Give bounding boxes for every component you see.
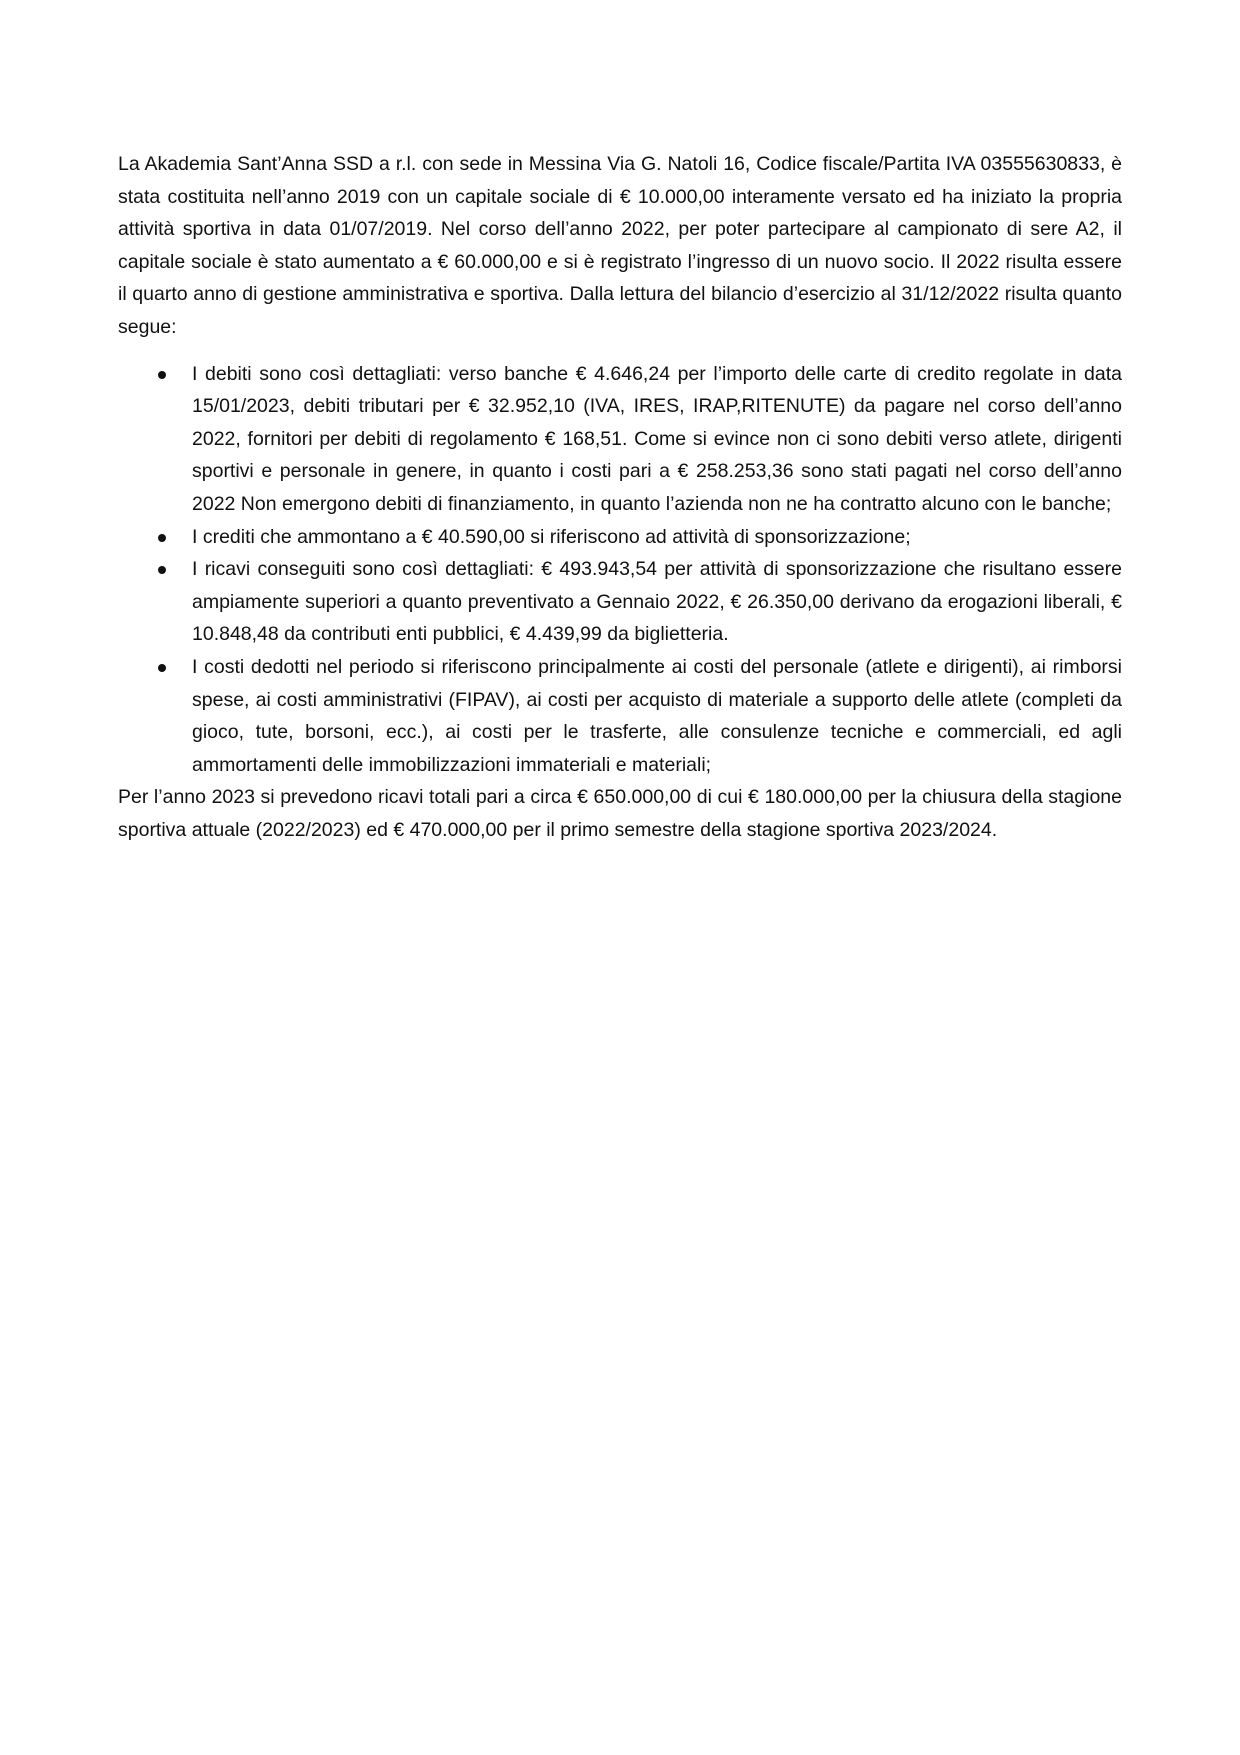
bullet-text: I crediti che ammontano a € 40.590,00 si riferiscono ad attività di sponsorizzazione; bbox=[192, 525, 911, 548]
bullet-dot-icon bbox=[158, 371, 166, 379]
document-page bbox=[118, 148, 1122, 846]
bullet-dot-icon bbox=[158, 534, 166, 542]
bullet-text: I costi dedotti nel periodo si riferiscono principalmente ai costi del personale (atlete e dirigenti), ai rimborsi spese, ai costi amministrativi (FIPAV), ai costi per acquisto di materiale a supporto delle atlete (completi da gioco, tute, borsoni, ecc.), ai costi per le trasferte, alle consulenze tecniche e commerciali, ed agli ammortamenti delle immobilizzazioni immateriali e materiali; bbox=[192, 655, 1122, 776]
intro-paragraph: La Akademia Sant’Anna SSD a r.l. con sede in Messina Via G. Natoli 16, Codice fiscale/Partita IVA 03555630833, è stata costituita nell’anno 2019 con un capitale sociale di € 10.000,00 interamente versato ed ha iniziato la propria attività sportiva in data 01/07/2019. Nel corso dell’anno 2022, per poter partecipare al campionato di sere A2, il capitale sociale è stato aumentato a € 60.000,00 e si è registrato l’ingresso di un nuovo socio. Il 2022 risulta essere il quarto anno di gestione amministrativa e sportiva. Dalla lettura del bilancio d’esercizio al 31/12/2022 risulta quanto segue: bbox=[118, 153, 1122, 338]
closing-paragraph: Per l’anno 2023 si prevedono ricavi totali pari a circa € 650.000,00 di cui € 180.000,00 per la chiusura della stagione sportiva attuale (2022/2023) ed € 470.000,00 per il primo semestre della stagione sportiva 2023/2024. bbox=[118, 786, 1122, 841]
bullet-list bbox=[118, 358, 1122, 782]
bullet-item-crediti bbox=[118, 521, 1122, 554]
bullet-dot-icon bbox=[158, 664, 166, 672]
bullet-text: I ricavi conseguiti sono così dettagliati: € 493.943,54 per attività di sponsorizzazione che risultano essere ampiamente superiori a quanto preventivato a Gennaio 2022, € 26.350,00 derivano da erogazioni liberali, € 10.848,48 da contributi enti pubblici, € 4.439,99 da biglietteria. bbox=[192, 558, 1122, 646]
bullet-item-costi bbox=[118, 651, 1122, 781]
bullet-dot-icon bbox=[158, 566, 166, 574]
bullet-item-debiti bbox=[118, 358, 1122, 521]
bullet-text: I debiti sono così dettagliati: verso banche € 4.646,24 per l’importo delle carte di credito regolate in data 15/01/2023, debiti tributari per € 32.952,10 (IVA, IRES, IRAP,RITENUTE) da pagare nel corso dell’anno 2022, fornitori per debiti di regolamento € 168,51. Come si evince non ci sono debiti verso atlete, dirigenti sportivi e personale in genere, in quanto i costi pari a € 258.253,36 sono stati pagati nel corso dell’anno 2022 Non emergono debiti di finanziamento, in quanto l’azienda non ne ha contratto alcuno con le banche; bbox=[192, 362, 1122, 515]
bullet-item-ricavi bbox=[118, 553, 1122, 651]
